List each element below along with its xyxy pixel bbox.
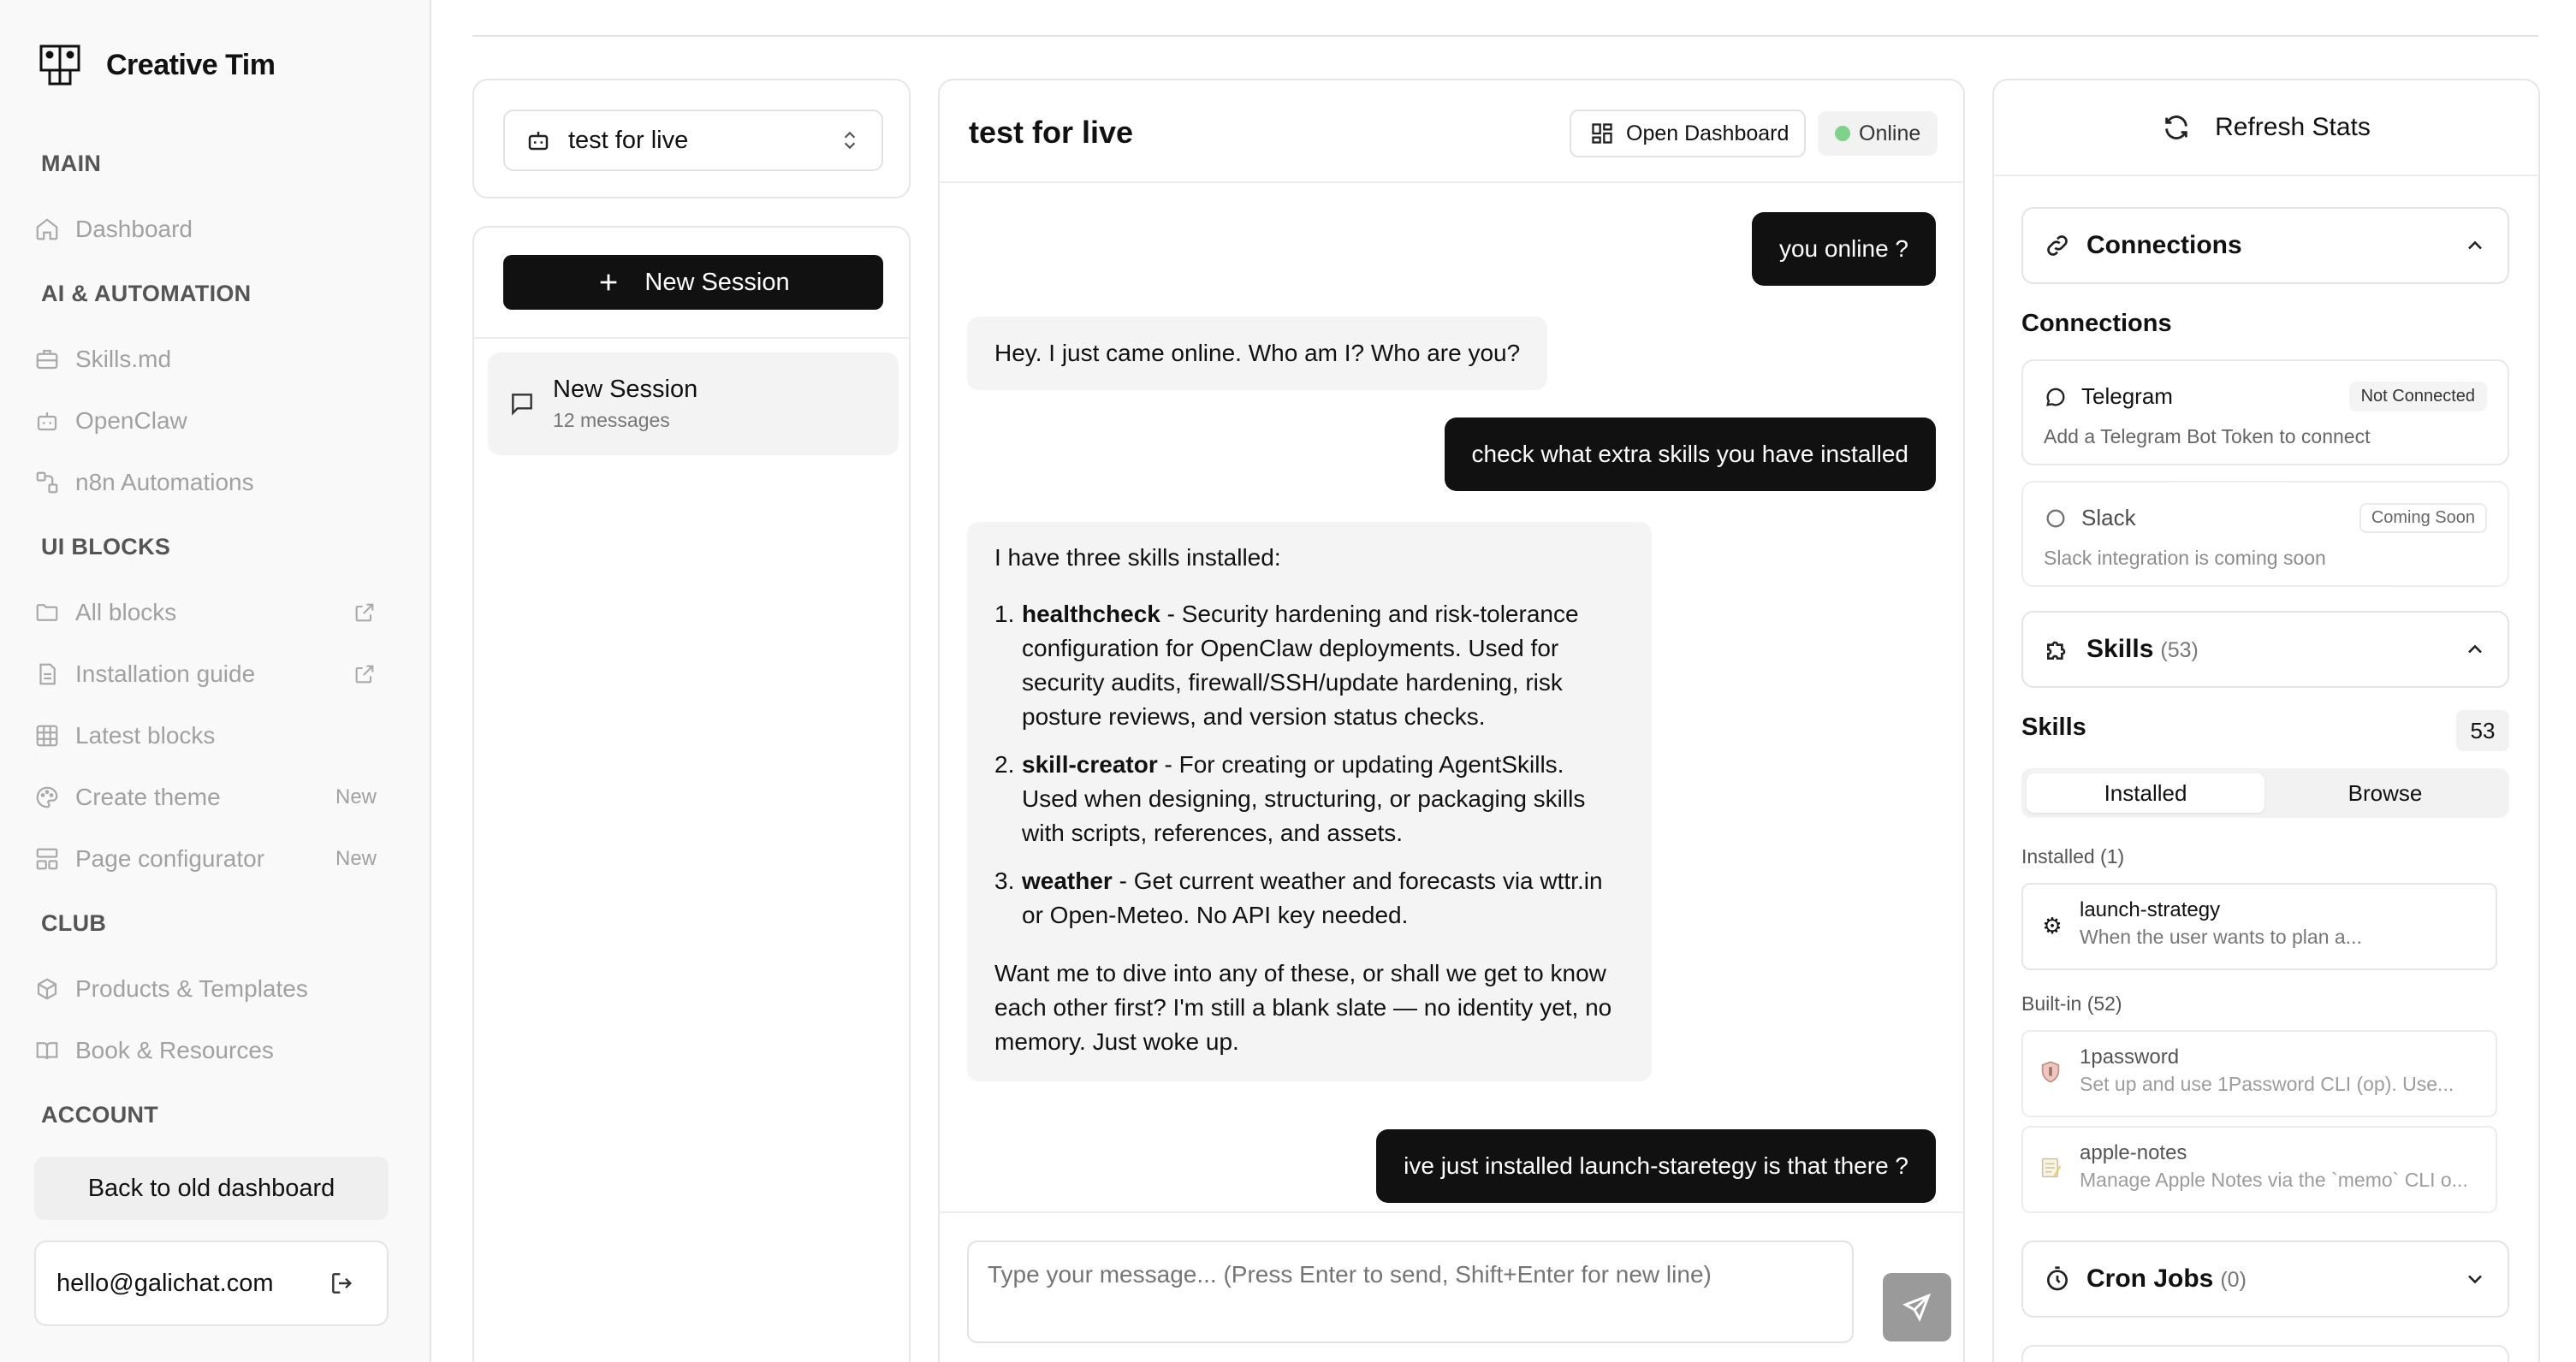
message-bot <box>967 522 1652 1081</box>
message-text: Want me to dive into any of these, or shall we get to know each other first? I'm still a blank slate — no identity yet, no memory. Just woke up. <box>994 960 1612 1055</box>
list-item: 3. weather - Get current weather and forecasts via wttr.in or Open-Meteo. No API key needed. <box>994 868 1603 928</box>
status-badge: Coming Soon <box>2359 503 2487 533</box>
session-meta: 12 messages <box>553 409 670 431</box>
grid-icon <box>34 723 60 749</box>
tab-browse[interactable]: Browse <box>2347 779 2423 806</box>
stats-panel <box>1992 79 2540 1362</box>
bot-icon <box>34 408 60 434</box>
sidebar-item-skills[interactable]: Skills.md <box>34 335 377 383</box>
briefcase-icon <box>34 346 60 372</box>
chevrons-up-down-icon <box>839 127 861 153</box>
book-icon <box>34 1038 60 1063</box>
session-title: New Session <box>553 376 698 403</box>
new-session-button[interactable]: New Session <box>503 255 883 310</box>
connection-telegram[interactable]: Telegram Not Connected Add a Telegram Bot Token to connect <box>2021 359 2509 465</box>
list-item: 1. healthcheck - Security hardening and risk-tolerance configuration for OpenClaw deployments. Used for security audits, firewall/SSH/update hardening, risk posture reviews, and version status checks. <box>994 601 1579 730</box>
tab-installed[interactable]: Installed <box>2027 773 2264 813</box>
open-dashboard-button[interactable]: Open Dashboard <box>1570 110 1806 157</box>
gear-icon: ⚙ <box>2042 913 2063 939</box>
send-button[interactable] <box>1883 1273 1951 1341</box>
message-user: ive just installed launch-staretegy is that there ? <box>1376 1129 1936 1203</box>
new-badge: New <box>335 785 377 808</box>
account-card <box>34 1241 389 1326</box>
cron-jobs-accordion[interactable]: Cron Jobs (0) <box>2021 1241 2509 1318</box>
top-divider <box>472 35 2538 37</box>
layout-icon <box>34 846 60 872</box>
skill-card[interactable]: apple-notes Manage Apple Notes via the `memo` CLI o... <box>2021 1126 2497 1213</box>
chevron-up-icon <box>2463 637 2487 661</box>
section-account: ACCOUNT <box>41 1102 159 1128</box>
chat-header <box>940 80 1963 183</box>
sidebar-item-installation-guide[interactable]: Installation guide <box>34 650 377 698</box>
divider <box>474 337 909 339</box>
skills-title: Skills <box>2021 714 2086 741</box>
send-icon <box>1902 1292 1932 1323</box>
sidebar-item-products[interactable]: Products & Templates <box>34 965 377 1013</box>
skills-tabs <box>2021 768 2509 818</box>
skills-list <box>994 597 1624 933</box>
message-text: I have three skills installed: <box>994 544 1281 571</box>
plus-icon <box>597 270 620 294</box>
external-link-icon <box>353 662 377 686</box>
section-club: CLUB <box>41 910 107 936</box>
account-email: hello@galichat.com <box>56 1269 274 1297</box>
sidebar-item-n8n[interactable]: n8n Automations <box>34 459 377 506</box>
chat-title: test for live <box>969 115 1134 150</box>
new-badge: New <box>335 847 377 870</box>
package-icon <box>34 976 60 1002</box>
brand[interactable] <box>38 43 275 87</box>
connections-title: Connections <box>2021 310 2172 337</box>
puzzle-icon <box>2044 636 2071 663</box>
bot-icon <box>525 127 551 153</box>
connection-slack: Slack Coming Soon Slack integration is coming soon <box>2021 481 2509 587</box>
message-user: you online ? <box>1752 212 1936 286</box>
sidebar-item-books[interactable]: Book & Resources <box>34 1027 377 1075</box>
chevron-down-icon <box>2463 1267 2487 1291</box>
skill-card[interactable]: ⚙ launch-strategy When the user wants to plan a... <box>2021 883 2497 970</box>
refresh-icon <box>2162 113 2191 142</box>
chat-panel <box>938 79 1965 1362</box>
builtin-label: Built-in (52) <box>2021 992 2122 1015</box>
chat-input-area <box>940 1211 1963 1362</box>
installed-label: Installed (1) <box>2021 845 2125 868</box>
agent-select[interactable]: test for live <box>503 110 883 171</box>
sidebar-item-latest-blocks[interactable]: Latest blocks <box>34 712 377 760</box>
refresh-stats-button[interactable]: Refresh Stats <box>1994 80 2538 176</box>
sidebar-item-page-configurator[interactable]: Page configurator New <box>34 835 377 883</box>
timer-icon <box>2044 1265 2071 1293</box>
section-ui-blocks: UI BLOCKS <box>41 534 171 560</box>
link-icon <box>2044 232 2071 259</box>
message-user: check what extra skills you have installed <box>1445 417 1936 491</box>
chevron-up-icon <box>2463 234 2487 258</box>
back-to-old-dashboard-button[interactable]: Back to old dashboard <box>34 1157 389 1220</box>
shield-icon <box>2039 1059 2066 1087</box>
palette-icon <box>34 785 60 810</box>
list-item: 2. skill-creator - For creating or updating AgentSkills. Used when designing, structuring, or packaging skills with scripts, references, and assets. <box>994 751 1586 846</box>
memo-icon <box>2039 1155 2066 1182</box>
message-circle-icon <box>2044 385 2068 409</box>
sidebar <box>0 0 431 1362</box>
skills-count-badge: 53 <box>2456 710 2509 751</box>
session-item[interactable] <box>488 352 899 455</box>
sidebar-item-openclaw[interactable]: OpenClaw <box>34 397 377 445</box>
status-badge: Online <box>1818 111 1938 156</box>
sidebar-item-all-blocks[interactable]: All blocks <box>34 589 377 637</box>
file-icon <box>34 661 60 687</box>
section-main: MAIN <box>41 151 102 176</box>
creative-tim-logo-icon <box>38 43 82 87</box>
connections-accordion[interactable]: Connections <box>2021 207 2509 284</box>
status-badge: Not Connected <box>2349 382 2487 412</box>
next-accordion[interactable] <box>2021 1345 2509 1362</box>
section-ai: AI & AUTOMATION <box>41 281 252 306</box>
message-bot: Hey. I just came online. Who am I? Who are you? <box>967 317 1547 390</box>
workflow-icon <box>34 470 60 495</box>
sidebar-item-create-theme[interactable]: Create theme New <box>34 773 377 821</box>
folder-icon <box>34 600 60 625</box>
sidebar-item-dashboard[interactable]: Dashboard <box>34 205 377 253</box>
layout-dashboard-icon <box>1590 121 1614 145</box>
status-dot <box>1835 126 1850 141</box>
logout-icon[interactable] <box>329 1270 356 1297</box>
message-square-icon <box>508 390 536 417</box>
message-input[interactable] <box>967 1241 1854 1343</box>
agent-select-card <box>472 79 911 198</box>
home-icon <box>34 216 60 242</box>
external-link-icon <box>353 601 377 625</box>
skills-accordion[interactable]: Skills (53) <box>2021 611 2509 688</box>
sessions-panel <box>472 226 911 1362</box>
circle-icon <box>2044 506 2068 530</box>
skill-card[interactable]: 1password Set up and use 1Password CLI (op). Use... <box>2021 1030 2497 1117</box>
brand-name: Creative Tim <box>106 48 276 81</box>
